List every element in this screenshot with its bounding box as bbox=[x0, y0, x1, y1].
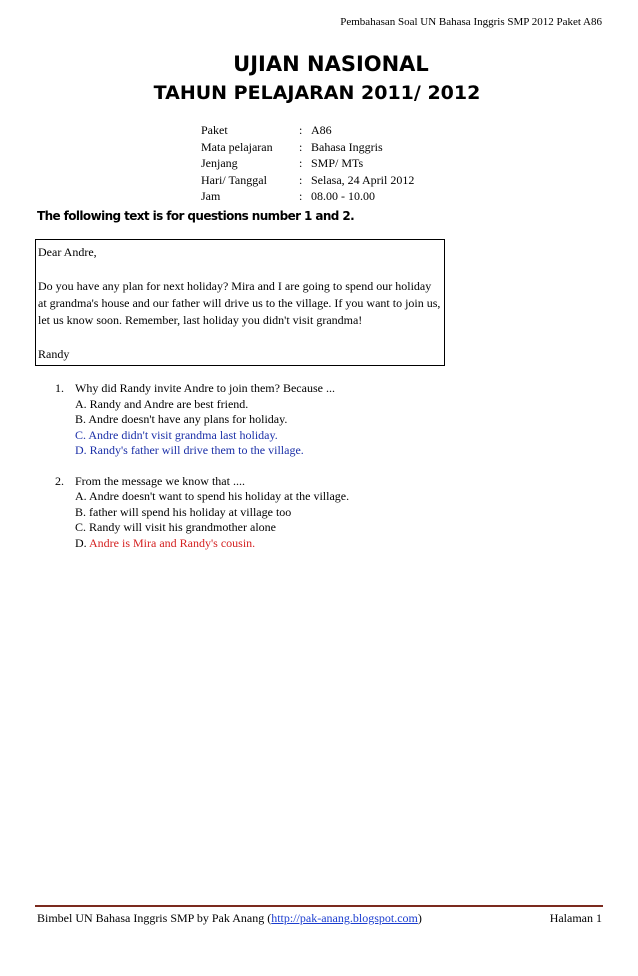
exam-year-title: TAHUN PELAJARAN 2011/ 2012 bbox=[153, 82, 481, 104]
question-item bbox=[55, 381, 595, 459]
info-colon: : bbox=[299, 123, 303, 137]
info-row-time bbox=[201, 188, 414, 205]
option-b: B. father will spend his holiday at village too bbox=[75, 504, 292, 519]
info-value: Selasa, 24 April 2012 bbox=[311, 172, 415, 187]
question-list bbox=[55, 381, 595, 566]
info-row-paket bbox=[201, 122, 414, 139]
info-label: Paket bbox=[201, 123, 228, 137]
option-a: A. Andre doesn't want to spend his holiday at the village. bbox=[75, 489, 350, 503]
option-d-answer: Andre is Mira and Randy's cousin. bbox=[89, 535, 256, 550]
header-note: Pembahasan Soal UN Bahasa Inggris SMP 2012 Paket A86 bbox=[340, 16, 602, 28]
question-item bbox=[55, 474, 595, 552]
info-label: Hari/ Tanggal bbox=[201, 172, 267, 187]
footer-credit-prefix: Bimbel UN Bahasa Inggris SMP by Pak Anang ( bbox=[37, 911, 272, 925]
info-colon: : bbox=[299, 156, 303, 170]
info-row-subject bbox=[201, 139, 414, 156]
info-colon: : bbox=[299, 189, 303, 203]
question-number: 1. bbox=[55, 381, 64, 395]
info-label: Jam bbox=[201, 189, 221, 203]
question-number: 2. bbox=[55, 473, 64, 488]
reading-instruction: The following text is for questions number 1 and 2. bbox=[37, 209, 355, 223]
letter-greeting: Dear Andre, bbox=[38, 245, 97, 259]
blog-link[interactable]: http://pak-anang.blogspot.com bbox=[271, 911, 418, 925]
exam-info-table bbox=[201, 122, 414, 205]
info-value: Bahasa Inggris bbox=[311, 139, 383, 154]
info-row-date bbox=[201, 172, 414, 189]
option-d bbox=[75, 536, 349, 552]
question-body bbox=[75, 474, 349, 552]
footer-credit bbox=[37, 911, 422, 926]
letter-text-box bbox=[35, 239, 445, 366]
info-value: SMP/ MTs bbox=[311, 156, 364, 170]
footer-divider bbox=[35, 905, 603, 907]
info-value: 08.00 - 10.00 bbox=[311, 189, 375, 203]
page-footer bbox=[37, 911, 602, 926]
info-row-level bbox=[201, 155, 414, 172]
page-number: Halaman 1 bbox=[549, 911, 602, 925]
option-c: C. Randy will visit his grandmother alone bbox=[75, 520, 276, 534]
footer-credit-suffix: ) bbox=[417, 911, 422, 925]
option-d: D. Randy's father will drive them to the village. bbox=[75, 443, 304, 457]
info-label: Mata pelajaran bbox=[201, 139, 273, 154]
info-value: A86 bbox=[311, 123, 332, 137]
option-a: A. Randy and Andre are best friend. bbox=[75, 396, 249, 411]
info-colon: : bbox=[299, 139, 303, 154]
info-colon: : bbox=[299, 172, 303, 187]
question-text: From the message we know that .... bbox=[75, 473, 245, 488]
exam-title: UJIAN NASIONAL bbox=[233, 52, 429, 76]
letter-signature: Randy bbox=[38, 347, 70, 361]
letter-body: Do you have any plan for next holiday? Mira and I are going to spend our holiday at grandma's house and our father will drive us to the village. If you want to join us, let us know soon. Remember, last holiday you didn't visit grandma! bbox=[38, 279, 441, 327]
option-b: B. Andre doesn't have any plans for holiday. bbox=[75, 412, 288, 426]
option-d-letter: D. bbox=[75, 535, 90, 550]
question-body bbox=[75, 381, 335, 459]
question-text: Why did Randy invite Andre to join them? Because ... bbox=[75, 381, 335, 395]
info-label: Jenjang bbox=[201, 156, 238, 170]
option-c: C. Andre didn't visit grandma last holiday. bbox=[75, 427, 278, 442]
